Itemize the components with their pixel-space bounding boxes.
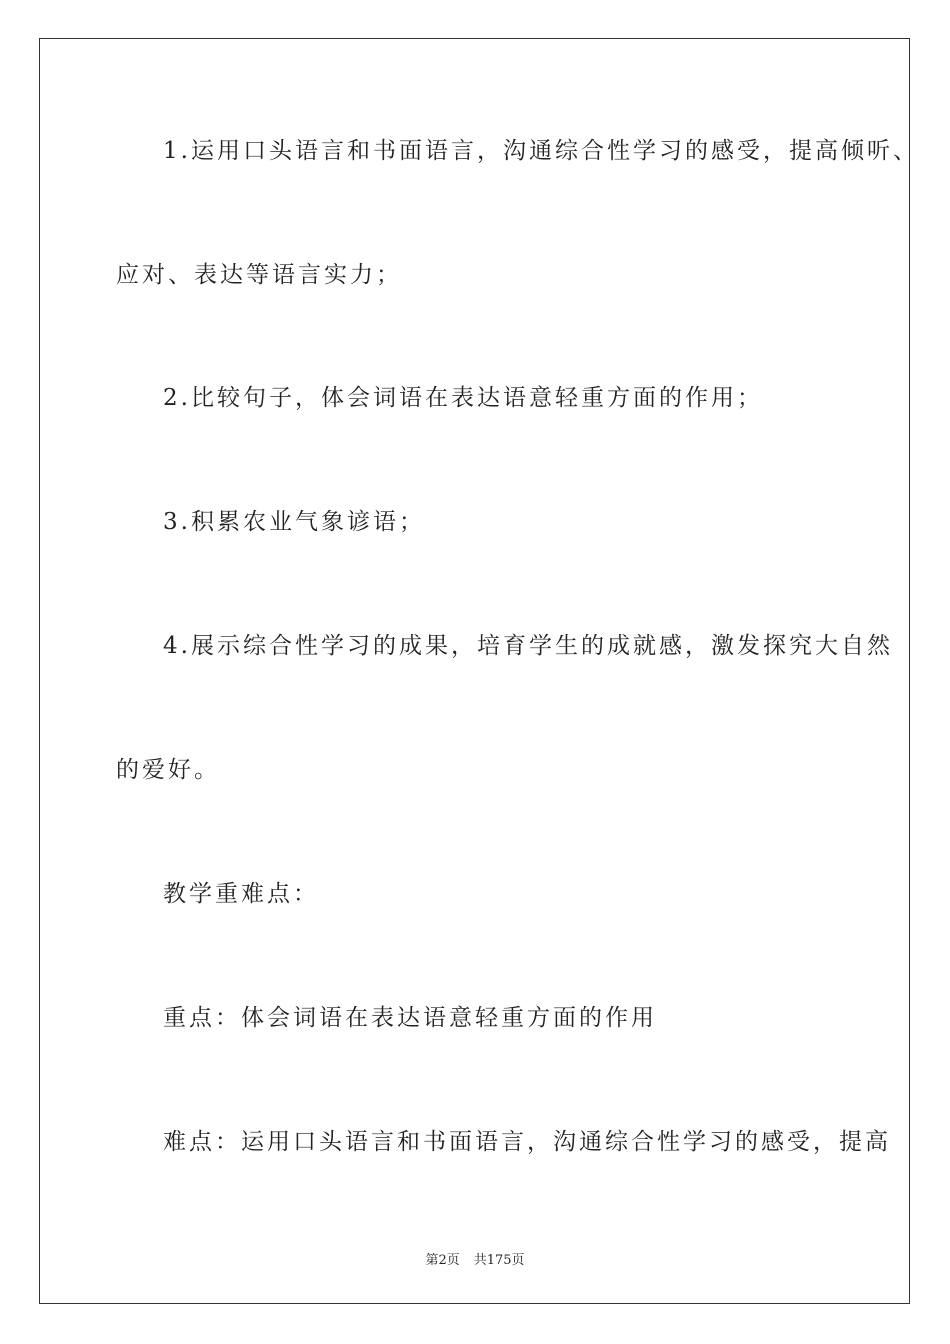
page-number: 第2页 [425, 1253, 460, 1268]
objective-1-line-2: 应对、表达等语言实力； [116, 262, 402, 288]
difficult-point: 难点：运用口头语言和书面语言，沟通综合性学习的感受，提高 [163, 1129, 891, 1155]
objective-4-line-2: 的爱好。 [116, 757, 220, 783]
objective-1-line-1: 1.运用口头语言和书面语言，沟通综合性学习的感受，提高倾听、 [163, 138, 919, 164]
objective-2: 2.比较句子，体会词语在表达语意轻重方面的作用； [163, 385, 763, 411]
objective-3: 3.积累农业气象谚语； [163, 509, 425, 535]
objective-4-line-1: 4.展示综合性学习的成果，培育学生的成就感，激发探究大自然 [163, 633, 893, 659]
section-heading-key-points: 教学重难点： [163, 881, 319, 907]
page-footer [0, 1249, 950, 1268]
page-total: 共175页 [473, 1253, 525, 1268]
page-border [39, 38, 910, 1304]
key-point: 重点：体会词语在表达语意轻重方面的作用 [163, 1005, 657, 1031]
